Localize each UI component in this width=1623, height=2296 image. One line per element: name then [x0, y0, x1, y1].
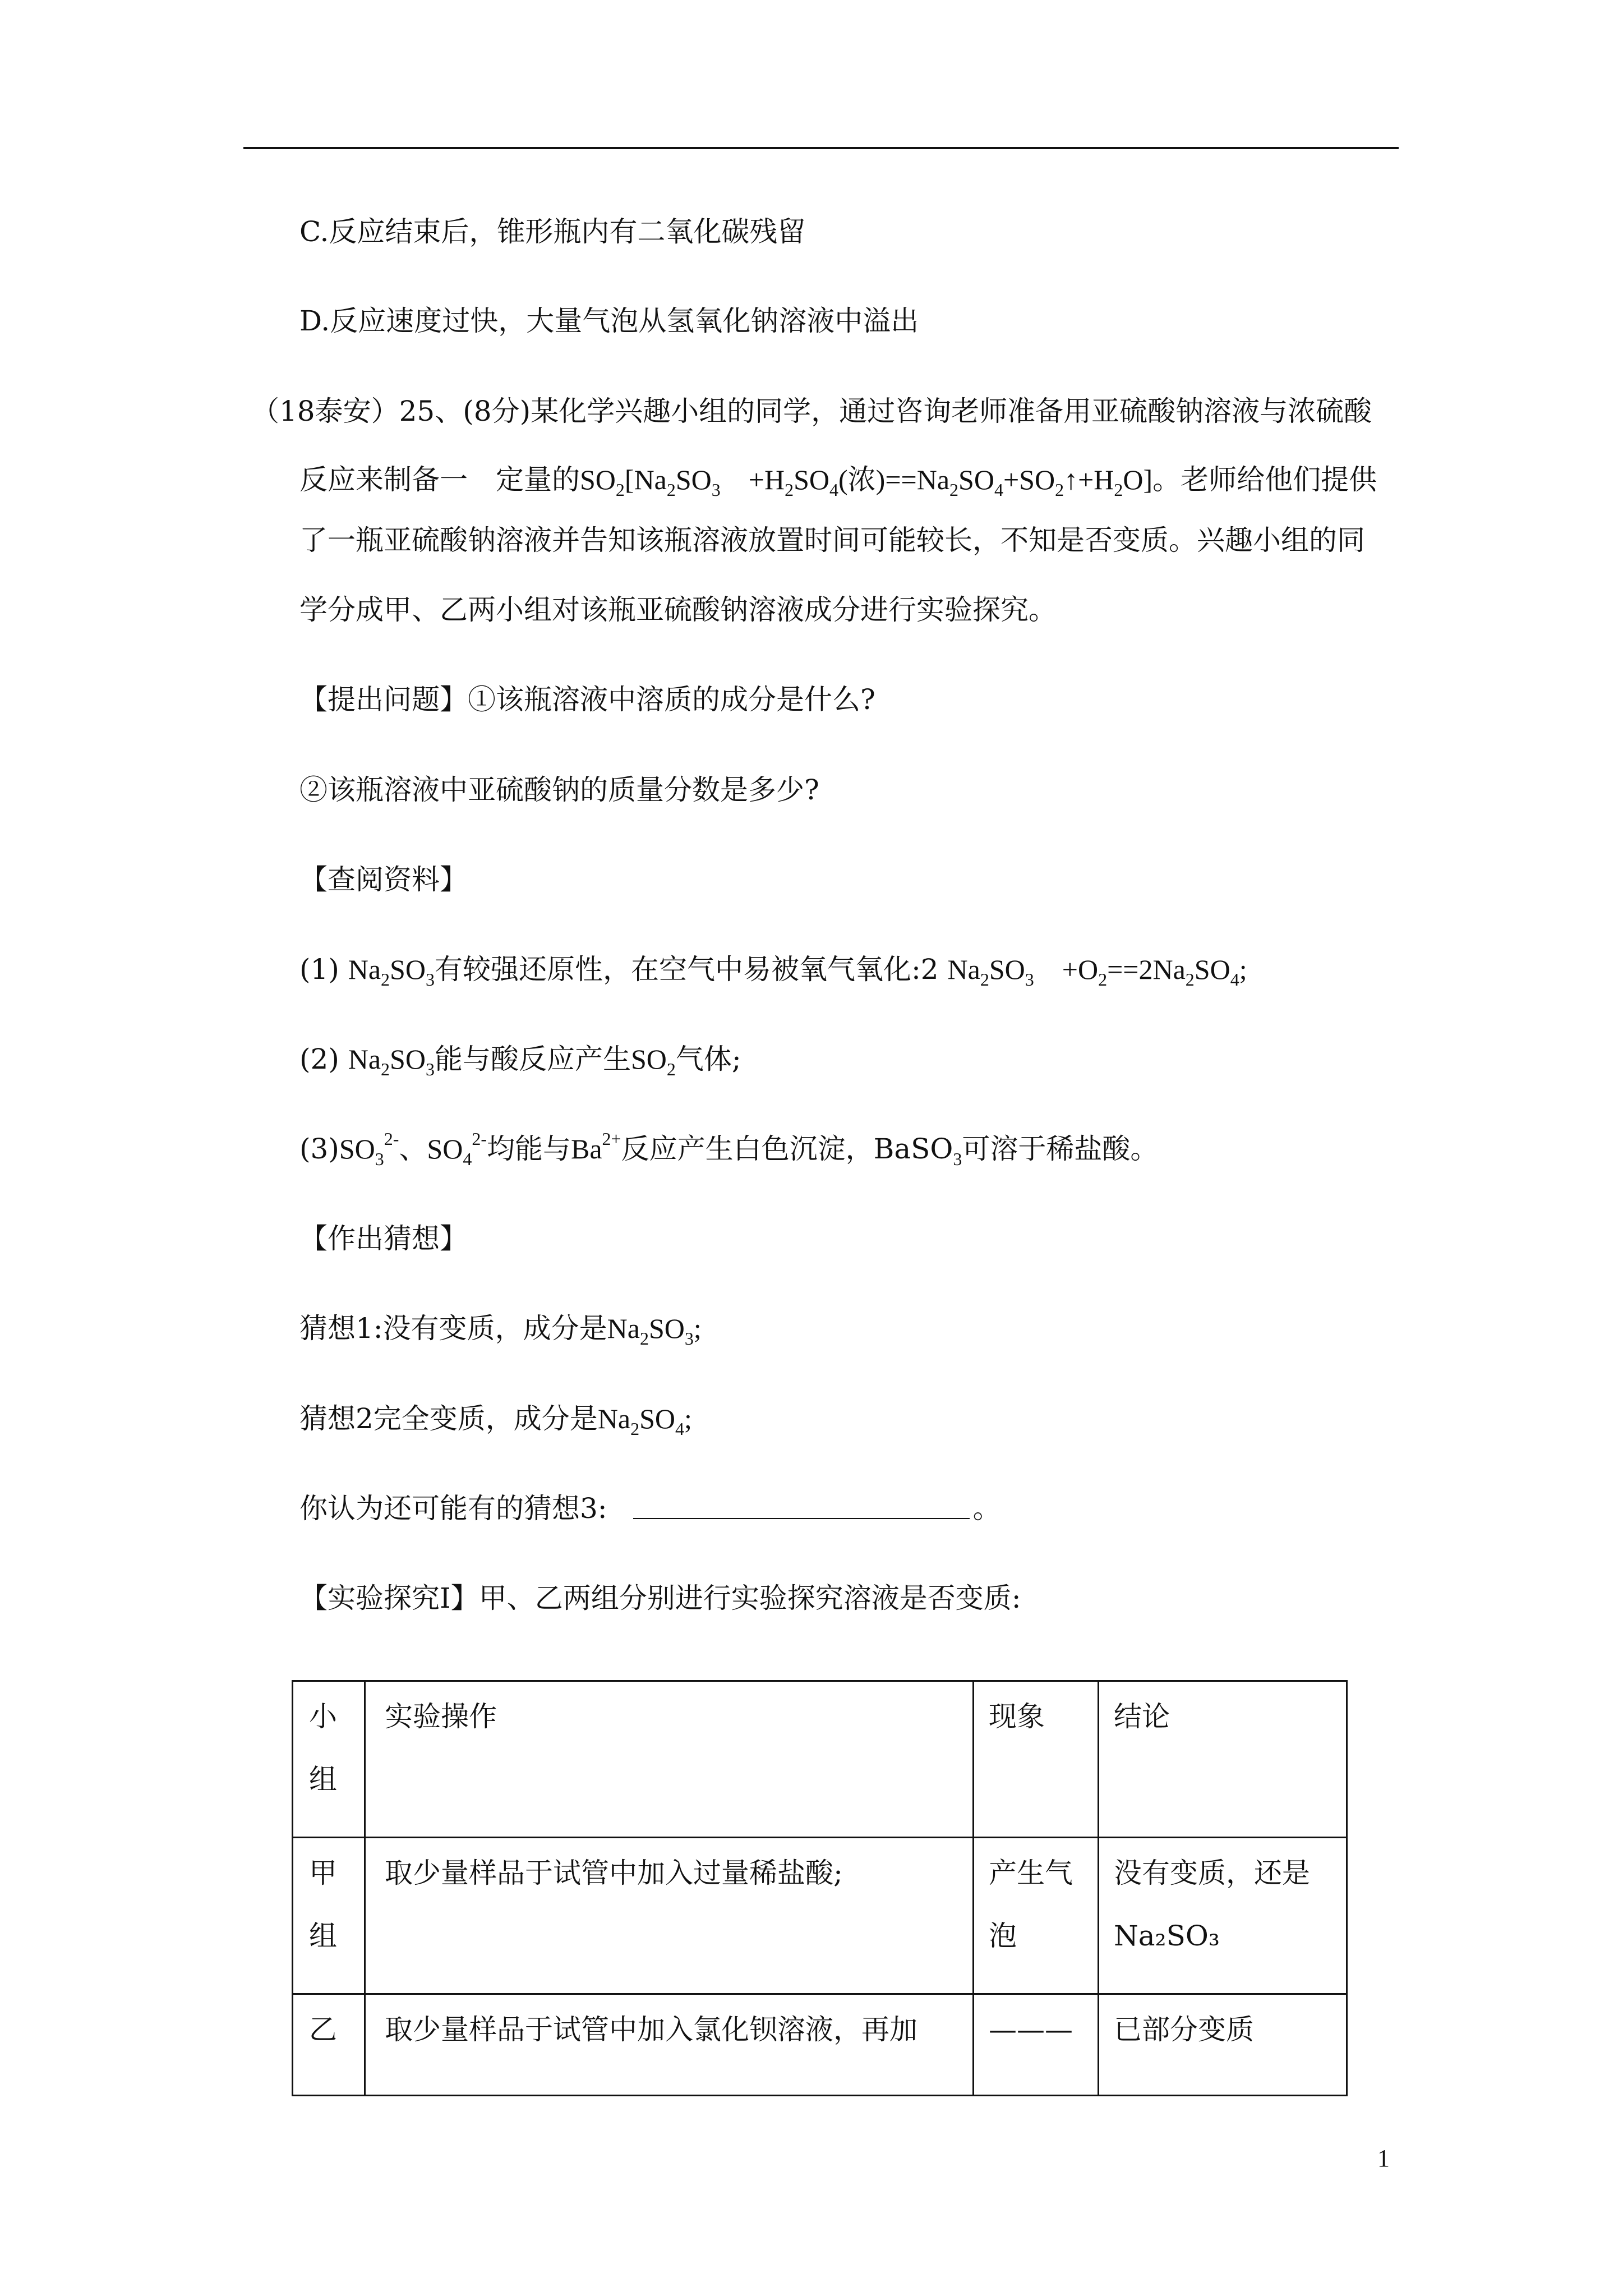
table-row — [293, 1994, 1347, 2096]
question-line-3: 了一瓶亚硫酸钠溶液并告知该瓶溶液放置时间可能较长，不知是否变质。兴趣小组的同 — [299, 524, 1365, 556]
cell-group: 甲组 — [293, 1838, 365, 1994]
problem-q1: ①该瓶溶液中溶质的成分是什么? — [468, 683, 875, 716]
cell-phenomenon: ——— — [974, 1994, 1099, 2096]
question-line-2 — [299, 460, 1377, 499]
problem-q2: ②该瓶溶液中亚硫酸钠的质量分数是多少? — [299, 774, 819, 806]
cell-conclusion: 没有变质，还是Na₂SO₃ — [1099, 1838, 1347, 1994]
option-c: C.反应结束后，锥形瓶内有二氧化碳残留 — [299, 215, 806, 248]
reference-2: (2) $Na_2SO_3$能与酸反应产生$SO_2$气体; — [299, 1043, 741, 1079]
experiment-table — [292, 1680, 1348, 2096]
reference-3: $(3)SO_3^{2-}$、$SO_4^{2-}$均能与$Ba^{2+}$反应产生白色沉淀，BaSO$_3$可溶于稀盐酸。 — [299, 1129, 1159, 1169]
answer-blank[interactable] — [633, 1496, 970, 1519]
option-d: D.反应速度过快，大量气泡从氢氧化钠溶液中溢出 — [299, 305, 919, 337]
reference-1: (1) $Na_2SO_3$有较强还原性，在空气中易被氧气氧化:2 $Na_2SO_3$ $+O_2==2Na_2SO_4$; — [299, 953, 1247, 990]
question-line-1: （18泰安）25、(8分)某化学兴趣小组的同学，通过咨询老师准备用亚硫酸钠溶液与浓硫酸 — [251, 395, 1372, 427]
guess-3: 你认为还可能有的猜想3: 。 — [299, 1492, 1001, 1525]
question-line-4: 学分成甲、乙两小组对该瓶亚硫酸钠溶液成分进行实验探究。 — [299, 593, 1057, 626]
table-header-row — [293, 1681, 1347, 1838]
question-line-2-text: 反应来制备一 定量的 — [299, 463, 580, 496]
header-rule — [243, 147, 1399, 149]
reference-title: 【查阅资料】 — [299, 863, 468, 896]
header-conclusion: 结论 — [1099, 1681, 1347, 1838]
table-row — [293, 1838, 1347, 1994]
header-operation: 实验操作 — [365, 1681, 974, 1838]
guess-title: 【作出猜想】 — [299, 1222, 468, 1255]
cell-operation: 取少量样品于试管中加入过量稀盐酸; — [365, 1838, 974, 1994]
guess-2: 猜想2完全变质，成分是$Na_2SO_4$; — [299, 1402, 692, 1439]
cell-operation: 取少量样品于试管中加入氯化钡溶液，再加 — [365, 1994, 974, 2096]
reaction-equation: $SO_2[Na_2SO_3$ $+H_2SO_4$(浓)$==Na_2SO_4+SO_2↑+H_2O$]。老师给他们提供 — [580, 464, 1377, 500]
cell-conclusion: 已部分变质 — [1099, 1994, 1347, 2096]
header-group: 小组 — [293, 1681, 365, 1838]
problem-title: 【提出问题】 — [299, 683, 468, 716]
header-phenomenon: 现象 — [974, 1681, 1099, 1838]
cell-phenomenon: 产生气泡 — [974, 1838, 1099, 1994]
experiment-title: 【实验探究I】甲、乙两组分别进行实验探究溶液是否变质: — [299, 1582, 1021, 1614]
cell-group: 乙 — [293, 1994, 365, 2096]
page-number: 1 — [1377, 2145, 1390, 2172]
problem-heading — [299, 680, 875, 719]
guess-1: 猜想1:没有变质，成分是$Na_2SO_3$; — [299, 1312, 702, 1349]
